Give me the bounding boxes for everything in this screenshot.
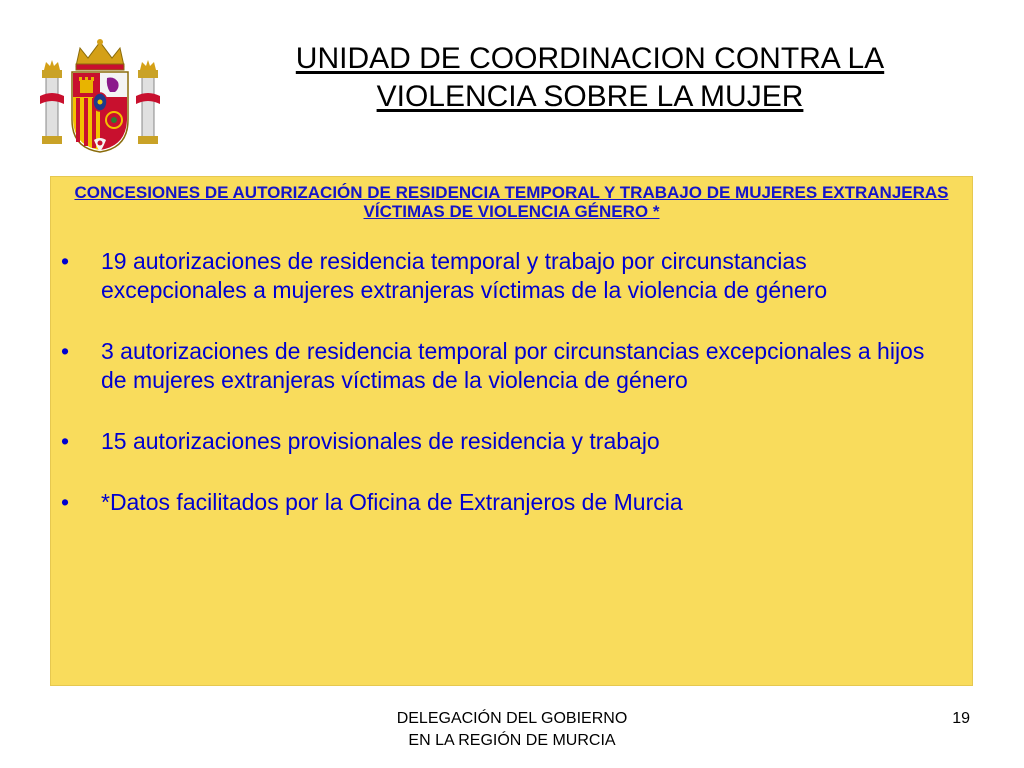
bullet-icon: • xyxy=(61,248,70,274)
page-title xyxy=(200,40,980,116)
bullet-icon: • xyxy=(61,338,70,364)
title-line-2: VIOLENCIA SOBRE LA MUJER xyxy=(376,80,804,113)
list-item xyxy=(51,488,972,517)
bullet-list xyxy=(51,247,972,517)
list-item-text: 3 autorizaciones de residencia temporal por circunstancias excepcionales a hijos de mujeres extranjeras víctimas de la violencia de género xyxy=(101,338,925,393)
title-line-1: UNIDAD DE COORDINACION CONTRA LA xyxy=(295,42,885,75)
list-item-text: *Datos facilitados por la Oficina de Extranjeros de Murcia xyxy=(101,489,683,515)
list-item xyxy=(51,337,972,395)
bullet-icon: • xyxy=(61,428,70,454)
list-item xyxy=(51,427,972,456)
content-panel xyxy=(50,176,973,686)
panel-heading: CONCESIONES DE AUTORIZACIÓN DE RESIDENCIA TEMPORAL Y TRABAJO DE MUJERES EXTRANJERAS VÍCTIMAS DE VIOLENCIA GÉNERO * xyxy=(74,183,949,221)
page-number: 19 xyxy=(952,710,970,727)
footer-line-2: EN LA REGIÓN DE MURCIA xyxy=(408,732,616,749)
footer-organization xyxy=(312,708,712,752)
list-item-text: 19 autorizaciones de residencia temporal y trabajo por circunstancias excepcionales a mujeres extranjeras víctimas de la violencia de género xyxy=(101,248,828,303)
list-item-text: 15 autorizaciones provisionales de residencia y trabajo xyxy=(101,428,660,454)
spain-coat-of-arms-icon xyxy=(38,36,162,156)
bullet-icon: • xyxy=(61,489,70,515)
footer-line-1: DELEGACIÓN DEL GOBIERNO xyxy=(396,710,628,727)
list-item xyxy=(51,247,972,305)
